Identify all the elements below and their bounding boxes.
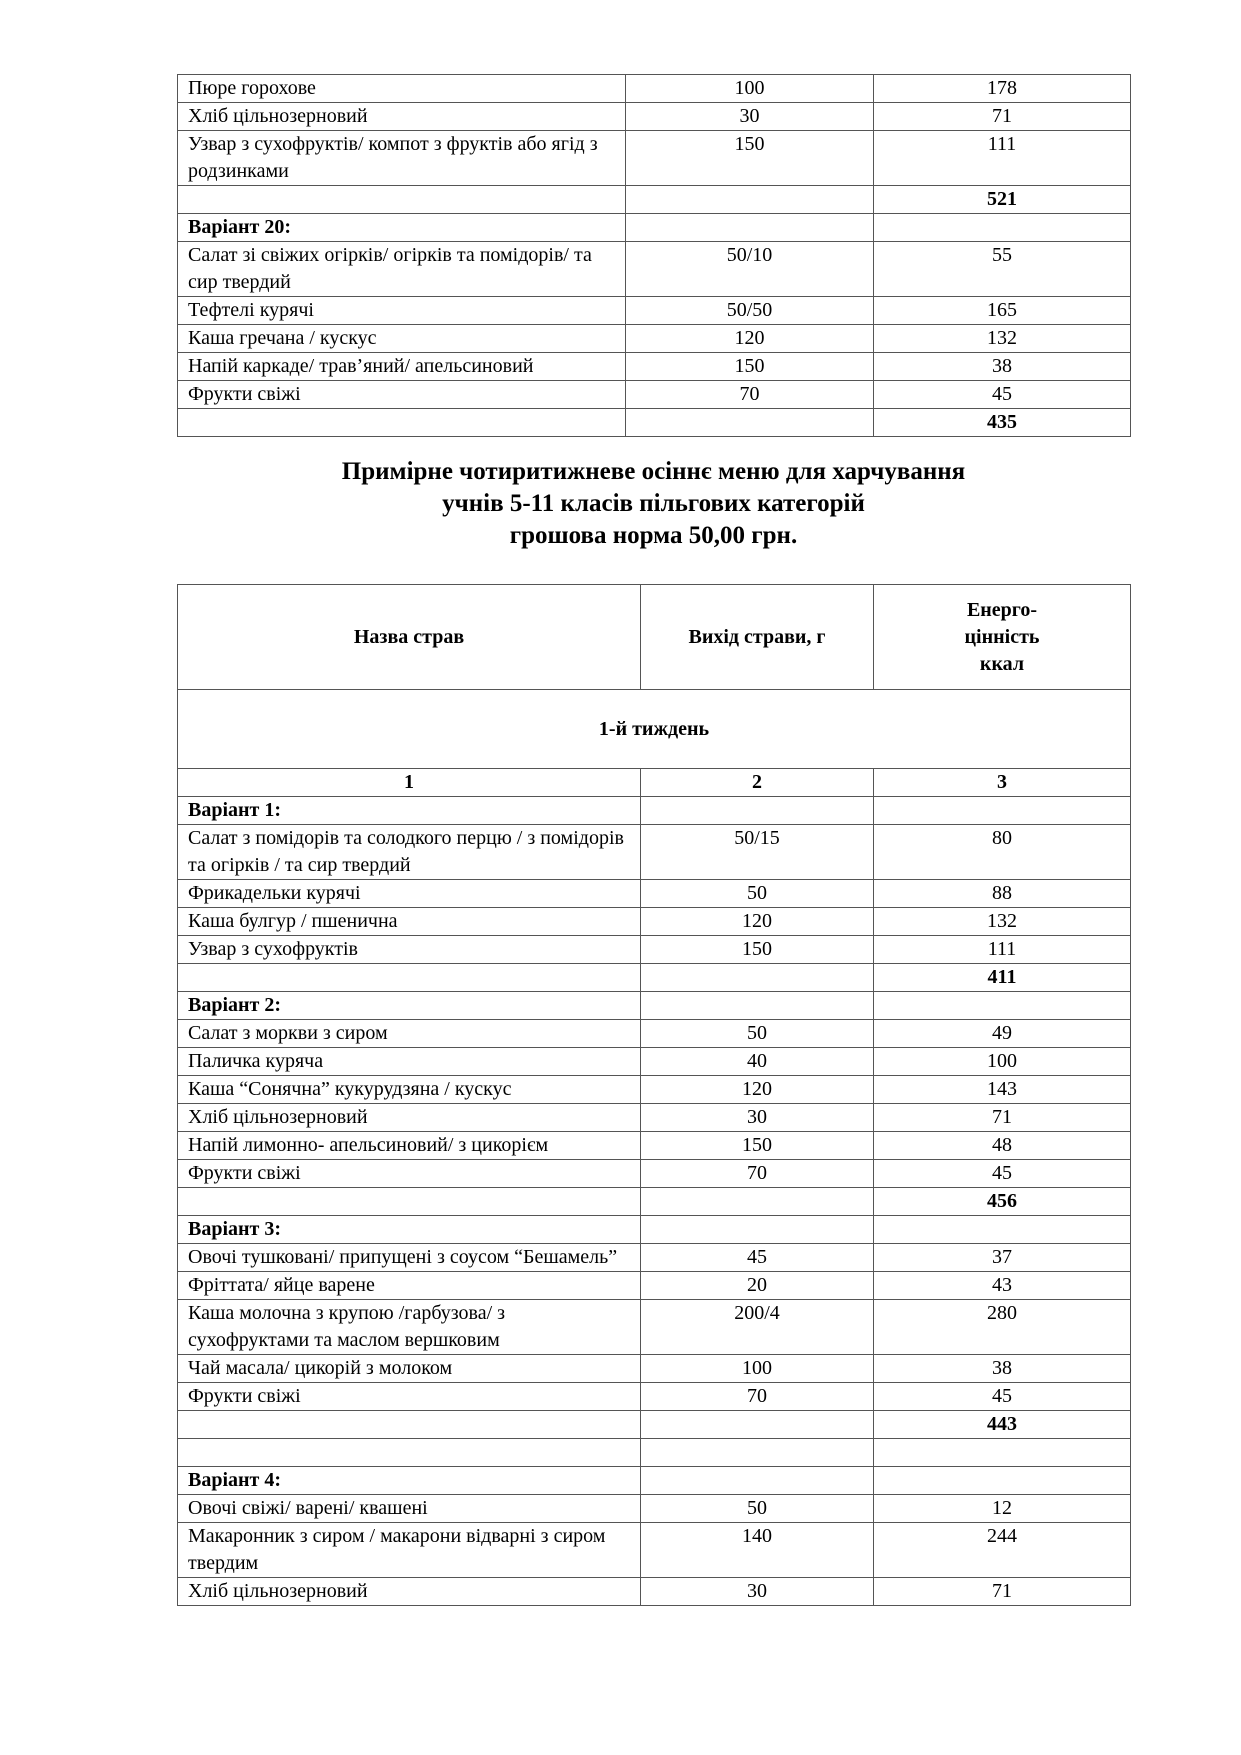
variant-name: Варіант 3: (178, 1216, 641, 1244)
dish-weight: 120 (626, 325, 874, 353)
variant-name: Варіант 20: (178, 214, 626, 242)
total-weight-empty (626, 409, 874, 437)
dish-kcal: 111 (874, 131, 1131, 186)
dish-name: Каша гречана / кускус (178, 325, 626, 353)
week-row (178, 690, 1131, 769)
variant-empty-2 (641, 1216, 874, 1244)
variant-empty-3 (874, 1467, 1131, 1495)
variant-row (178, 1467, 1131, 1495)
dish-row (178, 103, 1131, 131)
dish-row (178, 381, 1131, 409)
total-row (178, 1411, 1131, 1439)
total-weight-empty (641, 964, 874, 992)
variant-empty-2 (641, 1467, 874, 1495)
dish-row (178, 353, 1131, 381)
dish-row (178, 1160, 1131, 1188)
variant-empty-2 (641, 992, 874, 1020)
column-number-3: 3 (874, 769, 1131, 797)
dish-row (178, 1272, 1131, 1300)
empty-cell-2 (641, 1439, 874, 1467)
dish-kcal: 71 (874, 1104, 1131, 1132)
title-line-2: учнів 5-11 класів пільгових категорій (442, 490, 865, 517)
dish-row (178, 1104, 1131, 1132)
dish-name: Фрукти свіжі (178, 1383, 641, 1411)
dish-name: Салат зі свіжих огірків/ огірків та помідорів/ та сир твердий (178, 242, 626, 297)
dish-weight: 50/10 (626, 242, 874, 297)
dish-name: Овочі свіжі/ варені/ квашені (178, 1495, 641, 1523)
dish-name: Пюре горохове (178, 75, 626, 103)
dish-weight: 50 (641, 1020, 874, 1048)
dish-row (178, 936, 1131, 964)
total-label-empty (178, 964, 641, 992)
variant-row (178, 1216, 1131, 1244)
dish-weight: 70 (641, 1160, 874, 1188)
dish-weight: 200/4 (641, 1300, 874, 1355)
variant-empty-2 (626, 214, 874, 242)
dish-row (178, 1076, 1131, 1104)
empty-cell-1 (178, 1439, 641, 1467)
dish-kcal: 132 (874, 325, 1131, 353)
dish-weight: 50 (641, 1495, 874, 1523)
title-line-1: Примірне чотиритижневе осіннє меню для харчування (341, 458, 966, 485)
dish-name: Чай масала/ цикорій з молоком (178, 1355, 641, 1383)
dish-weight: 30 (641, 1104, 874, 1132)
empty-cell-3 (874, 1439, 1131, 1467)
dish-name: Каша “Сонячна” кукурудзяна / кускус (178, 1076, 641, 1104)
total-kcal: 521 (874, 186, 1131, 214)
dish-row (178, 1383, 1131, 1411)
dish-weight: 70 (626, 381, 874, 409)
variant-row (178, 214, 1131, 242)
dish-kcal: 12 (874, 1495, 1131, 1523)
dish-kcal: 280 (874, 1300, 1131, 1355)
dish-weight: 150 (626, 353, 874, 381)
total-label-empty (178, 186, 626, 214)
variant-empty-3 (874, 797, 1131, 825)
dish-row (178, 242, 1131, 297)
dish-weight: 40 (641, 1048, 874, 1076)
dish-kcal: 37 (874, 1244, 1131, 1272)
dish-name: Узвар з сухофруктів (178, 936, 641, 964)
dish-row (178, 1355, 1131, 1383)
total-label-empty (178, 409, 626, 437)
dish-row (178, 325, 1131, 353)
column-number-2: 2 (641, 769, 874, 797)
header-row (178, 585, 1131, 690)
title-line-3: грошова норма 50,00 грн. (509, 522, 798, 549)
dish-weight: 120 (641, 1076, 874, 1104)
dish-kcal: 71 (874, 103, 1131, 131)
dish-row (178, 75, 1131, 103)
dish-weight: 70 (641, 1383, 874, 1411)
dish-kcal: 49 (874, 1020, 1131, 1048)
total-row (178, 964, 1131, 992)
dish-kcal: 165 (874, 297, 1131, 325)
dish-name: Фріттата/ яйце варене (178, 1272, 641, 1300)
total-weight-empty (641, 1411, 874, 1439)
dish-row (178, 1578, 1131, 1606)
dish-weight: 45 (641, 1244, 874, 1272)
dish-row (178, 1523, 1131, 1578)
dish-weight: 150 (641, 1132, 874, 1160)
dish-row (178, 1300, 1131, 1355)
variant-name: Варіант 2: (178, 992, 641, 1020)
dish-weight: 150 (641, 936, 874, 964)
dish-name: Паличка куряча (178, 1048, 641, 1076)
dish-weight: 100 (626, 75, 874, 103)
total-kcal: 443 (874, 1411, 1131, 1439)
dish-weight: 20 (641, 1272, 874, 1300)
column-number-1: 1 (178, 769, 641, 797)
dish-name: Тефтелі курячі (178, 297, 626, 325)
variant-empty-2 (641, 797, 874, 825)
column-numbers-row (178, 769, 1131, 797)
dish-weight: 50/50 (626, 297, 874, 325)
week-label: 1-й тиждень (178, 690, 1131, 769)
dish-name: Фрукти свіжі (178, 381, 626, 409)
dish-weight: 50/15 (641, 825, 874, 880)
variant-name: Варіант 1: (178, 797, 641, 825)
dish-kcal: 244 (874, 1523, 1131, 1578)
dish-name: Салат з помідорів та солодкого перцю / з помідорів та огірків / та сир твердий (178, 825, 641, 880)
dish-kcal: 45 (874, 1160, 1131, 1188)
dish-name: Макаронник з сиром / макарони відварні з сиром твердим (178, 1523, 641, 1578)
dish-row (178, 1244, 1131, 1272)
dish-name: Каша булгур / пшенична (178, 908, 641, 936)
variant-name: Варіант 4: (178, 1467, 641, 1495)
dish-name: Напій каркаде/ трав’яний/ апельсиновий (178, 353, 626, 381)
dish-row (178, 880, 1131, 908)
dish-weight: 140 (641, 1523, 874, 1578)
dish-row (178, 297, 1131, 325)
dish-kcal: 48 (874, 1132, 1131, 1160)
dish-row (178, 1020, 1131, 1048)
dish-row (178, 1495, 1131, 1523)
dish-kcal: 178 (874, 75, 1131, 103)
dish-name: Салат з моркви з сиром (178, 1020, 641, 1048)
dish-row (178, 908, 1131, 936)
dish-weight: 30 (641, 1578, 874, 1606)
dish-kcal: 45 (874, 381, 1131, 409)
total-weight-empty (641, 1188, 874, 1216)
total-kcal: 456 (874, 1188, 1131, 1216)
dish-name: Хліб цільнозерновий (178, 1578, 641, 1606)
dish-row (178, 1048, 1131, 1076)
dish-name: Овочі тушковані/ припущені з соусом “Бешамель” (178, 1244, 641, 1272)
total-kcal: 435 (874, 409, 1131, 437)
dish-weight: 120 (641, 908, 874, 936)
variant-empty-3 (874, 1216, 1131, 1244)
dish-name: Узвар з сухофруктів/ компот з фруктів або ягід з родзинками (178, 131, 626, 186)
total-label-empty (178, 1188, 641, 1216)
variant-empty-3 (874, 992, 1131, 1020)
dish-name: Хліб цільнозерновий (178, 103, 626, 131)
dish-weight: 150 (626, 131, 874, 186)
total-weight-empty (626, 186, 874, 214)
dish-weight: 30 (626, 103, 874, 131)
dish-name: Напій лимонно- апельсиновий/ з цикорієм (178, 1132, 641, 1160)
dish-kcal: 88 (874, 880, 1131, 908)
dish-name: Каша молочна з крупою /гарбузова/ з сухофруктами та маслом вершковим (178, 1300, 641, 1355)
total-row (178, 409, 1131, 437)
total-label-empty (178, 1411, 641, 1439)
dish-name: Фрукти свіжі (178, 1160, 641, 1188)
header-dish-name: Назва страв (178, 585, 641, 690)
variant-row (178, 797, 1131, 825)
dish-row (178, 1132, 1131, 1160)
dish-kcal: 38 (874, 1355, 1131, 1383)
dish-kcal: 80 (874, 825, 1131, 880)
total-row (178, 1188, 1131, 1216)
header-energy: Енерго- цінність ккал (874, 585, 1131, 690)
total-row (178, 186, 1131, 214)
menu-title (177, 456, 1130, 552)
variant-empty-3 (874, 214, 1131, 242)
dish-row (178, 131, 1131, 186)
variant-row (178, 992, 1131, 1020)
dish-weight: 50 (641, 880, 874, 908)
dish-kcal: 43 (874, 1272, 1131, 1300)
dish-kcal: 38 (874, 353, 1131, 381)
dish-name: Фрикадельки курячі (178, 880, 641, 908)
dish-kcal: 71 (874, 1578, 1131, 1606)
dish-kcal: 100 (874, 1048, 1131, 1076)
menu-table-week-1 (177, 584, 1131, 1606)
dish-kcal: 45 (874, 1383, 1131, 1411)
dish-kcal: 55 (874, 242, 1131, 297)
header-weight: Вихід страви, г (641, 585, 874, 690)
dish-kcal: 143 (874, 1076, 1131, 1104)
dish-kcal: 132 (874, 908, 1131, 936)
menu-table-continued (177, 74, 1131, 437)
dish-weight: 100 (641, 1355, 874, 1383)
dish-row (178, 825, 1131, 880)
empty-row (178, 1439, 1131, 1467)
total-kcal: 411 (874, 964, 1131, 992)
dish-name: Хліб цільнозерновий (178, 1104, 641, 1132)
dish-kcal: 111 (874, 936, 1131, 964)
